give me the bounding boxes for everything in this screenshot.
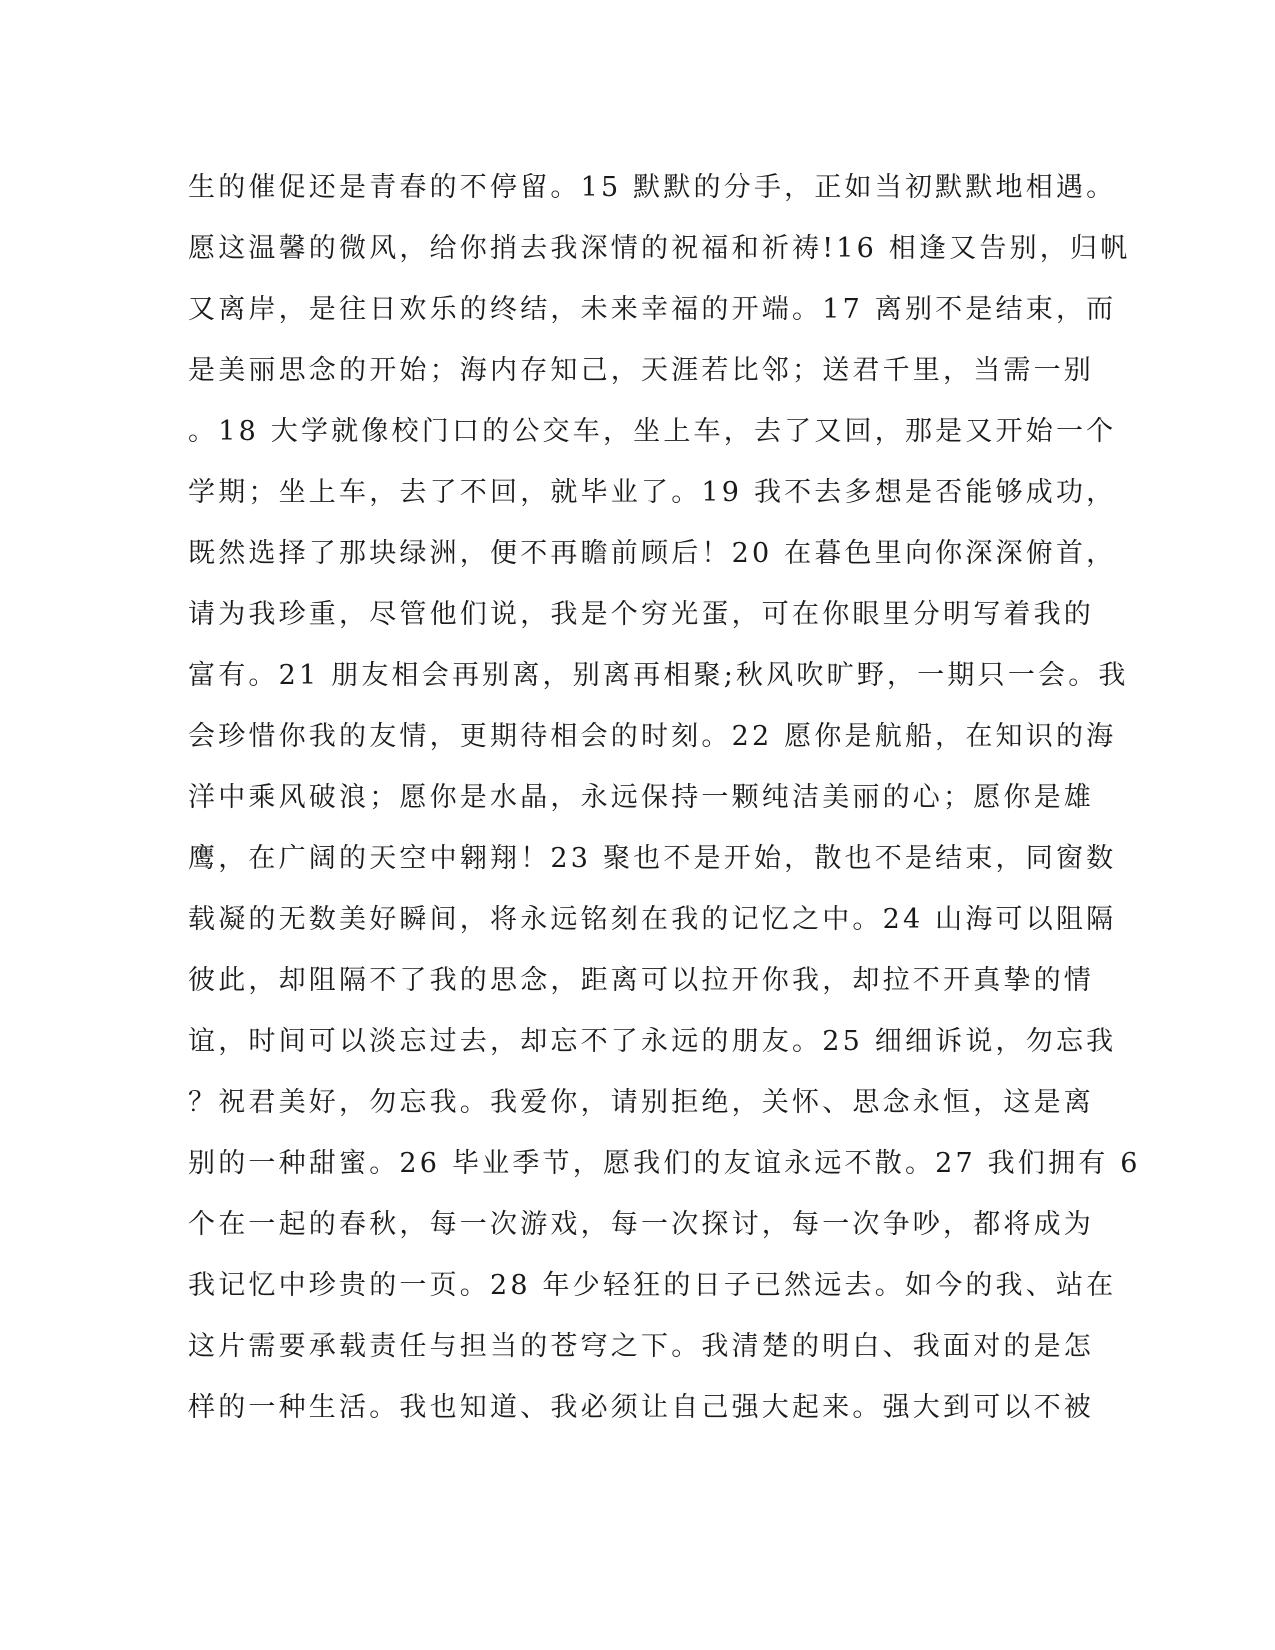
- text-line: 。18 大学就像校门口的公交车，坐上车，去了又回，那是又开始一个: [188, 416, 1117, 447]
- text-line: 又离岸，是往日欢乐的终结，未来幸福的开端。17 离别不是结束，而: [188, 294, 1117, 325]
- text-line: 我记忆中珍贵的一页。28 年少轻狂的日子已然远去。如今的我、站在: [188, 1270, 1117, 1301]
- text-line: 样的一种生活。我也知道、我必须让自己强大起来。强大到可以不被: [188, 1392, 1094, 1423]
- text-line: 愿这温馨的微风，给你捎去我深情的祝福和祈祷!16 相逢又告别，归帆: [188, 233, 1131, 264]
- text-line: 这片需要承载责任与担当的苍穹之下。我清楚的明白、我面对的是怎: [188, 1331, 1094, 1362]
- text-line: 谊，时间可以淡忘过去，却忘不了永远的朋友。25 细细诉说，勿忘我: [188, 1026, 1117, 1057]
- text-line: 会珍惜你我的友情，更期待相会的时刻。22 愿你是航船，在知识的海: [188, 721, 1117, 752]
- text-line: 别的一种甜蜜。26 毕业季节，愿我们的友谊永远不散。27 我们拥有 6: [188, 1148, 1141, 1179]
- text-line: 是美丽思念的开始；海内存知己，天涯若比邻；送君千里，当需一别: [188, 355, 1094, 386]
- text-line: ？祝君美好，勿忘我。我爱你，请别拒绝，关怀、思念永恒，这是离: [188, 1087, 1094, 1118]
- text-line: 请为我珍重，尽管他们说，我是个穷光蛋，可在你眼里分明写着我的: [188, 599, 1094, 630]
- text-line: 彼此，却阻隔不了我的思念，距离可以拉开你我，却拉不开真挚的情: [188, 965, 1094, 996]
- text-line: 学期；坐上车，去了不回，就毕业了。19 我不去多想是否能够成功，: [188, 477, 1117, 508]
- text-line: 载凝的无数美好瞬间，将永远铭刻在我的记忆之中。24 山海可以阻隔: [188, 904, 1117, 935]
- text-line: 个在一起的春秋，每一次游戏，每一次探讨，每一次争吵，都将成为: [188, 1209, 1094, 1240]
- text-line: 既然选择了那块绿洲，便不再瞻前顾后！20 在暮色里向你深深俯首，: [188, 538, 1117, 569]
- text-line: 鹰，在广阔的天空中翱翔！23 聚也不是开始，散也不是结束，同窗数: [188, 843, 1117, 874]
- text-line: 洋中乘风破浪；愿你是水晶，永远保持一颗纯洁美丽的心；愿你是雄: [188, 782, 1094, 813]
- text-line: 生的催促还是青春的不停留。15 默默的分手，正如当初默默地相遇。: [188, 172, 1117, 203]
- body-text: [188, 163, 1141, 1444]
- text-line: 富有。21 朋友相会再别离，别离再相聚;秋风吹旷野，一期只一会。我: [188, 660, 1129, 691]
